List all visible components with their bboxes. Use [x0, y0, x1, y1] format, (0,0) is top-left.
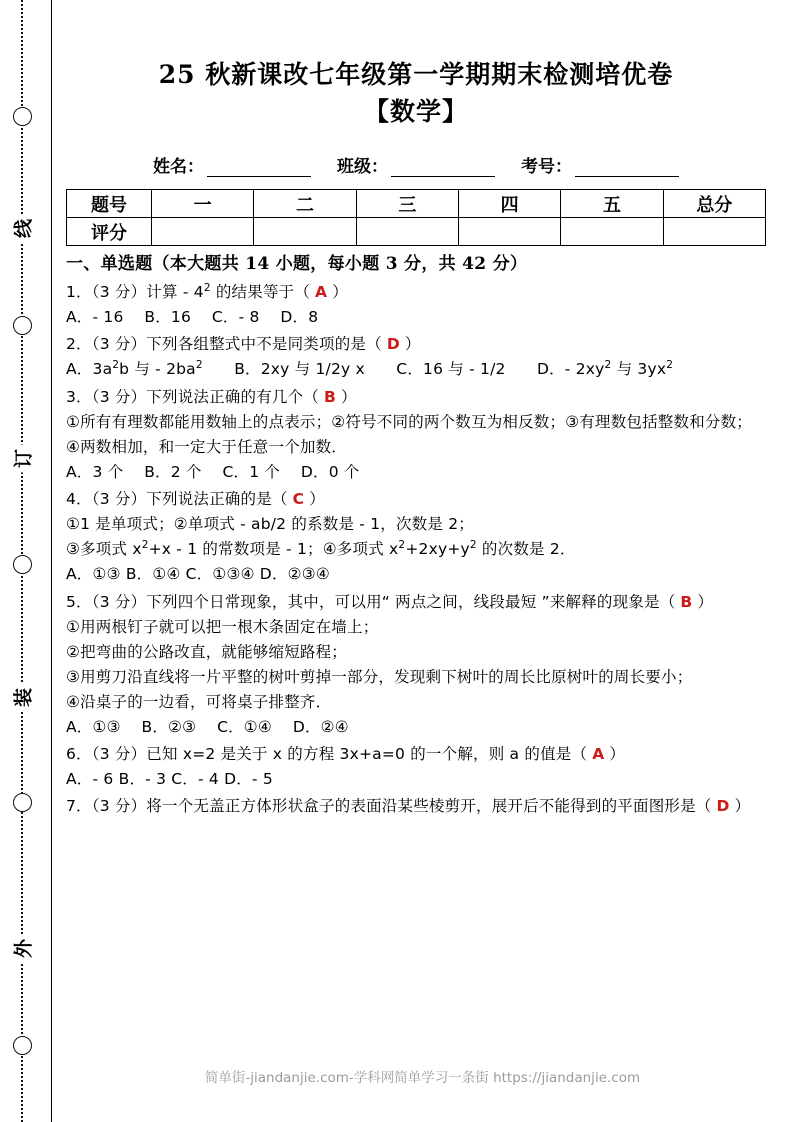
- class-input-blank[interactable]: [391, 161, 495, 177]
- margin-char-zhuang: 装: [7, 684, 38, 712]
- question-1-answer: A: [315, 282, 328, 301]
- margin-char-ding: 订: [7, 445, 38, 473]
- examno-field-group: [521, 152, 679, 177]
- score-cell-1[interactable]: [152, 218, 254, 246]
- margin-char-xian: 线: [7, 215, 38, 243]
- column-header-5: 五: [561, 190, 663, 218]
- question-7: [66, 794, 766, 819]
- question-5-stem-end: ）: [697, 592, 714, 611]
- question-4-stem-text: 4．（3 分）下列说法正确的是（: [66, 489, 288, 508]
- question-7-stem-text: 7．（3 分）将一个无盖正方体形状盒子的表面沿某些棱剪开，展开后不能得到的平面图形是（: [66, 797, 712, 816]
- question-1-stem-post: 的结果等于（: [210, 282, 311, 301]
- question-3-answer: B: [324, 387, 337, 406]
- page-subtitle: 【数学】: [363, 96, 468, 126]
- examno-label: 考号：: [521, 157, 572, 178]
- question-6-answer: A: [592, 745, 605, 764]
- class-field-group: [337, 152, 495, 177]
- section-heading-single-choice: 一、单选题（本大题共 14 小题，每小题 3 分，共 42 分）: [66, 254, 528, 275]
- column-header-2: 二: [254, 190, 356, 218]
- exam-content: [66, 58, 766, 820]
- score-table: [66, 189, 766, 246]
- question-5-stem-text: 5．（3 分）下列四个日常现象，其中，可以用“ 两点之间，线段最短 ”来解释的现象是（: [66, 592, 676, 611]
- question-2: [66, 332, 766, 382]
- question-6-stem-end: ）: [609, 745, 626, 764]
- question-3: [66, 385, 766, 485]
- column-header-1: 一: [152, 190, 254, 218]
- question-5-body-line-3: ③用剪刀沿直线将一片平整的树叶剪掉一部分，发现剩下树叶的周长比原树叶的周长要小；: [66, 667, 693, 686]
- score-cell-2[interactable]: [254, 218, 356, 246]
- question-6: [66, 742, 766, 792]
- margin-circle-2: [13, 316, 32, 335]
- question-3-stem-text: 3．（3 分）下列说法正确的有几个（: [66, 387, 320, 406]
- question-1: [66, 280, 766, 330]
- score-cell-total[interactable]: [663, 218, 765, 246]
- row-label-score: 评分: [67, 218, 152, 246]
- margin-circle-4: [13, 793, 32, 812]
- question-5-options[interactable]: A．①③ B．②③ C．①④ D．②④: [66, 718, 349, 737]
- page-title: 25 秋新课改七年级第一学期期末检测培优卷: [158, 60, 674, 89]
- question-1-stem: [66, 280, 766, 305]
- table-row-question-numbers: [67, 190, 766, 218]
- question-7-stem-end: ）: [734, 797, 751, 816]
- question-6-stem-text: 6．（3 分）已知 x=2 是关于 x 的方程 3x+a=0 的一个解，则 a 的值是（: [66, 745, 588, 764]
- question-7-stem: [66, 794, 766, 819]
- footer-watermark: 简单街-jiandanjie.com-学科网简单学习一条街 https://jiandanjie.com: [204, 1070, 641, 1086]
- binding-margin: [0, 0, 52, 1122]
- question-4-answer: C: [292, 489, 305, 508]
- question-3-stem-end: ）: [341, 387, 357, 406]
- question-2-stem: [66, 332, 766, 357]
- question-2-answer: D: [386, 335, 400, 354]
- column-header-3: 三: [356, 190, 458, 218]
- question-2-stem-text: 2．（3 分）下列各组整式中不是同类项的是（: [66, 335, 382, 354]
- column-header-4: 四: [458, 190, 560, 218]
- question-4-options[interactable]: A．①③ B．①④ C．①③④ D．②③④: [66, 565, 330, 584]
- question-3-body: ①所有有理数都能用数轴上的点表示；②符号不同的两个数互为相反数；③有理数包括整数和分数；④两数相加，和一定大于任意一个加数．: [66, 412, 752, 456]
- score-cell-3[interactable]: [356, 218, 458, 246]
- question-4-stem: [66, 487, 766, 512]
- margin-circle-5: [13, 1036, 32, 1055]
- score-cell-5[interactable]: [561, 218, 663, 246]
- question-1-stem-end: ）: [332, 282, 348, 301]
- margin-circle-3: [13, 555, 32, 574]
- question-4-stem-end: ）: [309, 489, 325, 508]
- question-3-options[interactable]: A．3 个 B．2 个 C．1 个 D．0 个: [66, 462, 360, 481]
- question-1-exponent: 2: [203, 281, 211, 294]
- question-3-stem: [66, 385, 766, 410]
- question-6-options[interactable]: A．- 6 B．- 3 C．- 4 D．- 5: [66, 770, 273, 789]
- question-2-options[interactable]: A．$3a^2b$ 与 - $2ba^2$ B．2xy 与 1/2y x C．16 与 - 1/2 D．- $2xy^2$ 与 $3yx^2$: [66, 359, 674, 379]
- exam-page: [52, 0, 793, 1122]
- name-label: 姓名：: [153, 157, 204, 178]
- examno-input-blank[interactable]: [575, 161, 679, 177]
- question-4: [66, 487, 766, 588]
- name-field-group: [153, 152, 311, 177]
- name-input-blank[interactable]: [207, 161, 311, 177]
- question-7-answer: D: [716, 797, 730, 816]
- table-row-scores: [67, 218, 766, 246]
- question-4-body-line-2: ③多项式 $x^2+x - 1$ 的常数项是 - 1；④多项式 $x^2+2xy+y^2$ 的次数是 2．: [66, 539, 576, 559]
- question-2-stem-end: ）: [404, 335, 421, 354]
- question-5-body-line-2: ②把弯曲的公路改直，就能够缩短路程；: [66, 642, 347, 661]
- question-4-body-line-1: ①1 是单项式；②单项式 - ab/2 的系数是 - 1，次数是 2；: [66, 515, 474, 534]
- question-6-stem: [66, 742, 766, 767]
- margin-char-wai: 外: [7, 935, 38, 963]
- class-label: 班级：: [337, 157, 388, 178]
- question-5-body-line-1: ①用两根钉子就可以把一根木条固定在墙上；: [66, 617, 379, 636]
- row-label-question-number: 题号: [67, 190, 152, 218]
- column-header-total: 总分: [663, 190, 765, 218]
- question-1-stem-pre: 1．（3 分）计算 - 4: [66, 282, 204, 301]
- question-5-stem: [66, 590, 766, 615]
- margin-circle-1: [13, 107, 32, 126]
- question-5: [66, 590, 766, 741]
- score-cell-4[interactable]: [458, 218, 560, 246]
- question-5-body-line-4: ④沿桌子的一边看，可将桌子排整齐．: [66, 692, 332, 711]
- question-1-options[interactable]: A．- 16 B．16 C．- 8 D．8: [66, 308, 319, 327]
- question-5-answer: B: [680, 592, 693, 611]
- identity-row: [66, 152, 766, 177]
